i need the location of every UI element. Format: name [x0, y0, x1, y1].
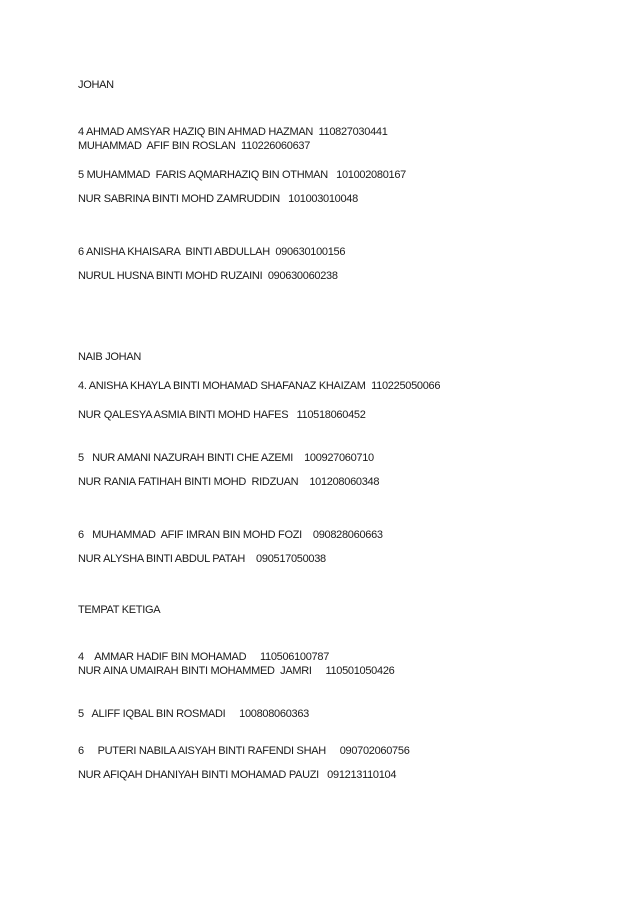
section-heading-johan: JOHAN	[78, 79, 114, 91]
entry-line: 4 AHMAD AMSYAR HAZIQ BIN AHMAD HAZMAN 110827030441	[78, 126, 388, 138]
entry-line: MUHAMMAD AFIF BIN ROSLAN 110226060637	[78, 140, 311, 152]
entry-line: 6 ANISHA KHAISARA BINTI ABDULLAH 090630100156	[78, 246, 346, 258]
entry-line: NUR QALESYA ASMIA BINTI MOHD HAFES 110518060452	[78, 409, 366, 421]
entry-line: NUR SABRINA BINTI MOHD ZAMRUDDIN 101003010048	[78, 193, 358, 205]
section-heading-naib-johan: NAIB JOHAN	[78, 351, 142, 363]
entry-line: NUR RANIA FATIHAH BINTI MOHD RIDZUAN 101208060348	[78, 476, 380, 488]
entry-line: 5 ALIFF IQBAL BIN ROSMADI 100808060363	[78, 708, 309, 720]
entry-line: NUR AFIQAH DHANIYAH BINTI MOHAMAD PAUZI 091213110104	[78, 769, 397, 781]
entry-line: 6 PUTERI NABILA AISYAH BINTI RAFENDI SHAH 090702060756	[78, 745, 410, 757]
entry-line: NUR ALYSHA BINTI ABDUL PATAH 090517050038	[78, 553, 326, 565]
entry-line: 5 MUHAMMAD FARIS AQMARHAZIQ BIN OTHMAN 101002080167	[78, 169, 406, 181]
entry-line: 6 MUHAMMAD AFIF IMRAN BIN MOHD FOZI 090828060663	[78, 529, 383, 541]
entry-line: 5 NUR AMANI NAZURAH BINTI CHE AZEMI 100927060710	[78, 452, 374, 464]
section-heading-tempat-ketiga: TEMPAT KETIGA	[78, 604, 161, 616]
entry-line: 4. ANISHA KHAYLA BINTI MOHAMAD SHAFANAZ KHAIZAM 110225050066	[78, 380, 441, 392]
entry-line: 4 AMMAR HADIF BIN MOHAMAD 110506100787	[78, 651, 330, 663]
entry-line: NUR AINA UMAIRAH BINTI MOHAMMED JAMRI 110501050426	[78, 665, 395, 677]
entry-line: NURUL HUSNA BINTI MOHD RUZAINI 090630060238	[78, 270, 338, 282]
